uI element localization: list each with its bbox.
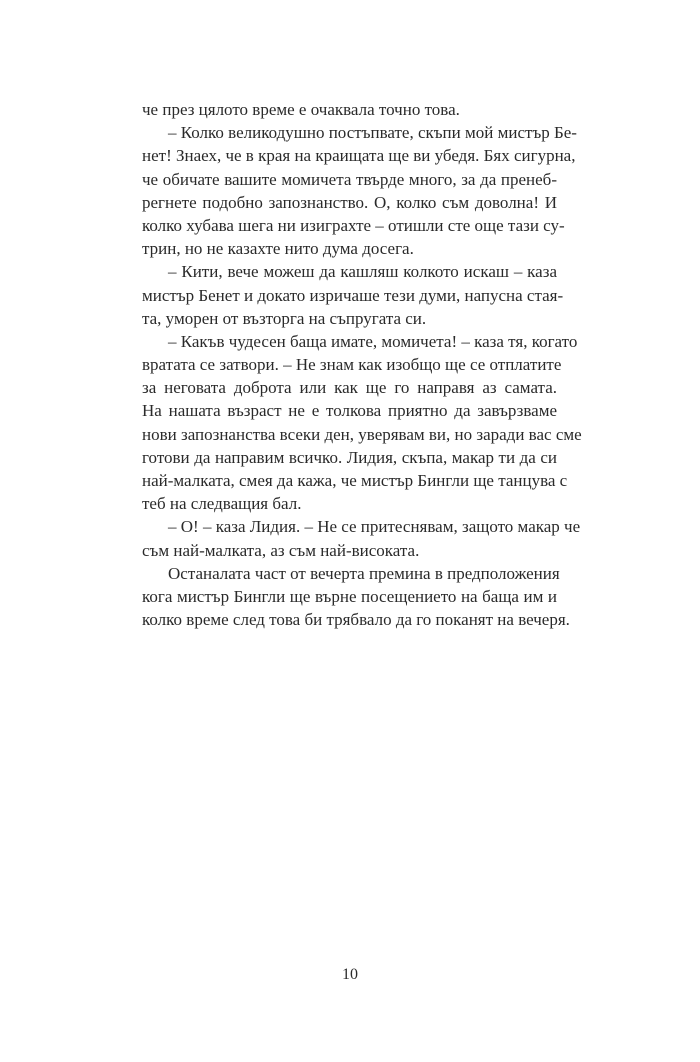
text-line: регнете подобно запознанство. О, колко съм доволна! И xyxy=(142,192,557,212)
text-line: че през цялото време е очаквала точно това. xyxy=(142,100,460,119)
page-number: 10 xyxy=(342,966,358,983)
text-line: най-малката, смея да кажа, че мистър Бингли ще танцува с xyxy=(142,471,568,490)
text-line: колко хубава шега ни изиграхте – отишли сте още тази су- xyxy=(142,215,565,235)
text-line: мистър Бенет и докато изричаше тези думи, напусна стая- xyxy=(142,285,564,305)
text-line: – О! – каза Лидия. – Не се притеснявам, защото макар че xyxy=(168,517,581,537)
text-line: съм най-малката, аз съм най-високата. xyxy=(142,540,420,560)
text-line: нет! Знаех, че в края на краищата ще ви убедя. Бях сигурна, xyxy=(142,146,576,166)
text-line: нови запознанства всеки ден, уверявам ви, но заради вас сме xyxy=(142,424,582,444)
text-line: Останалата част от вечерта премина в предположения xyxy=(168,563,560,583)
text-line: трин, но не казахте нито дума досега. xyxy=(142,239,414,259)
text-line: На нашата възраст не е толкова приятно да завързваме xyxy=(142,401,557,421)
text-line: вратата се затвори. – Не знам как изобщо ще се отплатите xyxy=(142,355,562,375)
text-line: – Какъв чудесен баща имате, момичета! – каза тя, когато xyxy=(168,331,578,351)
text-line: та, уморен от възторга на съпругата си. xyxy=(142,308,427,328)
text-line: че обичате вашите момичета твърде много, за да пренеб- xyxy=(142,169,557,189)
text-line: готови да направим всичко. Лидия, скъпа, макар ти да си xyxy=(142,447,557,467)
text-line: – Кити, вече можеш да кашляш колкото искаш – каза xyxy=(168,262,557,282)
text-line: – Колко великодушно постъпвате, скъпи мой мистър Бе- xyxy=(168,123,577,143)
body-text xyxy=(142,98,582,631)
text-line: колко време след това би трябвало да го поканят на вечеря. xyxy=(142,610,570,630)
text-line: теб на следващия бал. xyxy=(142,494,302,514)
text-line: кога мистър Бингли ще върне посещението на баща им и xyxy=(142,586,557,606)
text-line: за неговата доброта или как ще го направя аз самата. xyxy=(142,378,557,398)
